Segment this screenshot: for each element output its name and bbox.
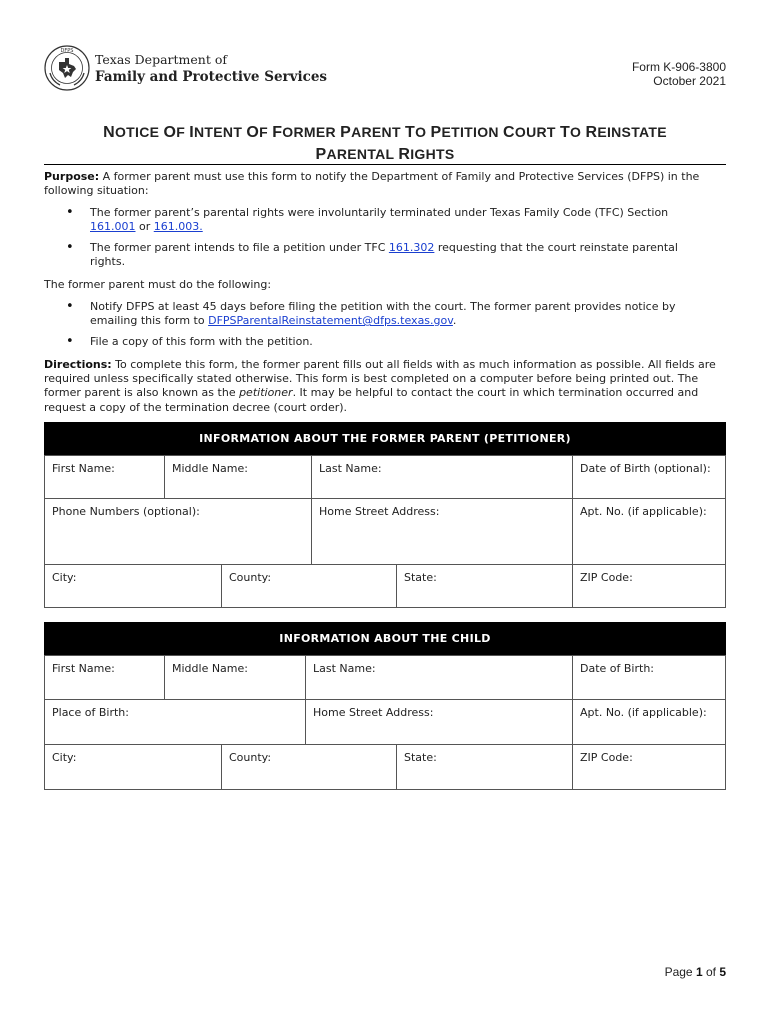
parent-county-field[interactable]: County: [221,564,397,608]
parent-apt-field[interactable]: Apt. No. (if applicable): [572,498,726,565]
purpose-bullet-1: The former parent’s parental rights were involuntarily terminated under Texas Family Code (TFC) Section 161.001 or 161.003. [90,206,669,234]
parent-zip-field[interactable]: ZIP Code: [572,564,726,608]
bullet-icon: • [66,334,74,349]
must-do-bullet-1: Notify DFPS at least 45 days before filing the petition with the court. The former parent provides notice by emailing this form to DFPSParentalReinstatement@dfps.texas.gov. [90,300,676,328]
purpose-label: Purpose: [44,170,100,183]
page-number: Page 1 of 5 [664,965,726,979]
parent-middle-name-field[interactable]: Middle Name: [164,455,312,499]
parent-state-field[interactable]: State: [396,564,573,608]
form-number-block [632,60,726,88]
child-section-heading: INFORMATION ABOUT THE CHILD [44,622,726,655]
purpose-bullet-2: The former parent intends to file a petition under TFC 161.302 requesting that the court reinstate parental rights. [90,241,678,269]
form-title-line2: PARENTAL RIGHTS [315,146,455,163]
child-last-name-field[interactable]: Last Name: [305,655,573,700]
child-zip-field[interactable]: ZIP Code: [572,744,726,790]
agency-name-line1: Texas Department of [95,52,227,67]
child-state-field[interactable]: State: [396,744,573,790]
bullet-icon: • [66,299,74,314]
tfc-161302-link[interactable]: 161.302 [388,241,435,254]
child-place-of-birth-field[interactable]: Place of Birth: [44,699,306,745]
parent-first-name-field[interactable]: First Name: [44,455,165,499]
form-number: Form K-906-3800 [631,60,726,74]
bullet-icon: • [66,240,74,255]
parent-section-heading: INFORMATION ABOUT THE FORMER PARENT (PETITIONER) [44,422,726,455]
dfps-email-link[interactable]: DFPSParentalReinstatement@dfps.texas.gov [208,314,453,328]
child-home-address-field[interactable]: Home Street Address: [305,699,573,745]
parent-city-field[interactable]: City: [44,564,222,608]
parent-home-address-field[interactable]: Home Street Address: [311,498,573,565]
bullet-icon: • [66,205,74,220]
must-do-bullet-2: File a copy of this form with the petition. [90,335,313,348]
purpose-text: A former parent must use this form to notify the Department of Family and Protective Services (DFPS) in the following situation: [44,170,700,198]
child-middle-name-field[interactable]: Middle Name: [164,655,306,700]
child-first-name-field[interactable]: First Name: [44,655,165,700]
dfps-seal-logo [44,45,90,91]
child-dob-field[interactable]: Date of Birth: [572,655,726,700]
title-divider [44,164,726,165]
svg-text:DFPS: DFPS [60,47,74,54]
tfc-161001-link[interactable]: 161.001 [90,220,136,234]
must-do-intro: The former parent must do the following: [44,278,272,291]
agency-name-line2: Family and Protective Services [95,69,328,85]
form-title-line1: NOTICE OF INTENT OF FORMER PARENT TO PETITION COURT TO REINSTATE [103,124,667,141]
child-county-field[interactable]: County: [221,744,397,790]
parent-last-name-field[interactable]: Last Name: [311,455,573,499]
parent-phone-field[interactable]: Phone Numbers (optional): [44,498,312,565]
tfc-161003-link[interactable]: 161.003. [153,220,203,234]
directions-label: Directions: [44,358,112,371]
directions-paragraph: Directions: To complete this form, the former parent fills out all fields with as much information as possible. All fields are required unless specifically stated otherwise. This form is best completed on a computer before being printed out. The former parent is also known as the petitioner. It may be helpful to contact the court in which termination occurred and request a copy of the termination decree (court order). [44,358,716,414]
form-date: October 2021 [653,74,726,88]
child-apt-field[interactable]: Apt. No. (if applicable): [572,699,726,745]
purpose-paragraph [44,170,726,198]
parent-dob-field[interactable]: Date of Birth (optional): [572,455,726,499]
child-city-field[interactable]: City: [44,744,222,790]
